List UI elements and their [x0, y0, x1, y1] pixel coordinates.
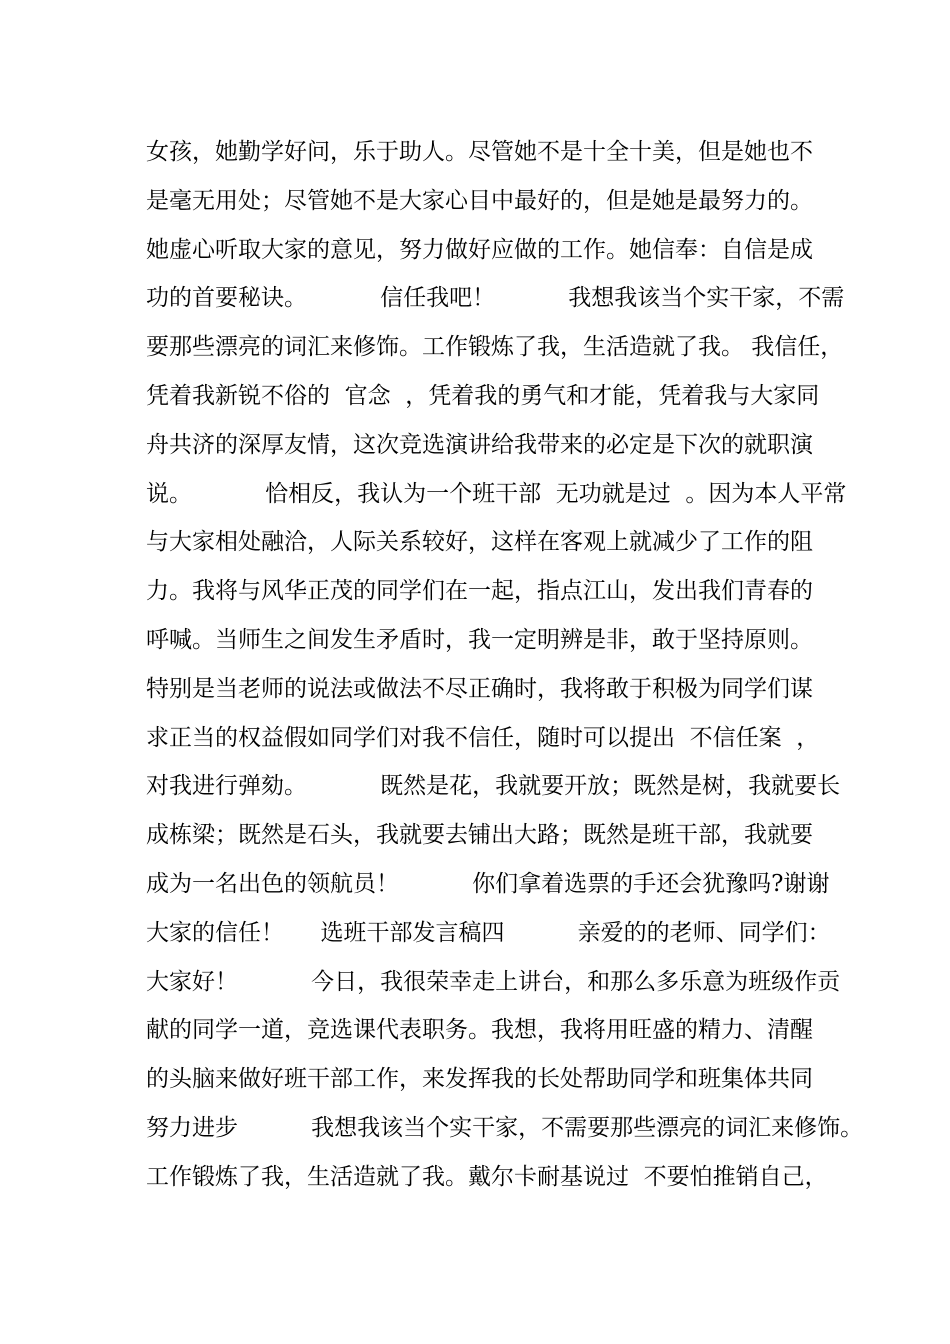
text-line: 特别是当老师的说法或做法不尽正确时，我将敢于积极为同学们谋 — [146, 675, 813, 702]
text-line: 呼喊。当师生之间发生矛盾时，我一定明辨是非，敢于坚持原则。 — [146, 626, 813, 653]
text-line: 对我进行弹劾。 既然是花，我就要开放；既然是树，我就要长 — [146, 773, 841, 800]
text-line: 是毫无用处；尽管她不是大家心目中最好的，但是她是最努力的。 — [146, 187, 813, 214]
text-line: 工作锻炼了我，生活造就了我。戴尔卡耐基说过 不要怕推销自己， — [146, 1163, 828, 1190]
text-line: 与大家相处融洽，人际关系较好，这样在客观上就减少了工作的阻 — [146, 529, 813, 556]
text-line: 说。 恰相反，我认为一个班干部 无功就是过 。因为本人平常 — [146, 480, 847, 507]
text-line: 她虚心听取大家的意见，努力做好应做的工作。她信奉：自信是成 — [146, 236, 813, 263]
text-line: 舟共济的深厚友情，这次竞选演讲给我带来的必定是下次的就职演 — [146, 431, 813, 458]
text-line: 的头脑来做好班干部工作，来发挥我的长处帮助同学和班集体共同 — [146, 1066, 813, 1093]
text-line: 大家的信任！ 选班干部发言稿四 亲爱的的老师、同学们： — [146, 919, 831, 946]
text-line: 成栋梁；既然是石头，我就要去铺出大路；既然是班干部，我就要 — [146, 822, 813, 849]
body-text — [146, 128, 864, 1202]
text-line: 求正当的权益假如同学们对我不信任，随时可以提出 不信任案 ， — [146, 724, 820, 751]
text-line: 要那些漂亮的词汇来修饰。工作锻炼了我，生活造就了我。 我信任， — [146, 334, 844, 361]
text-line: 功的首要秘诀。 信任我吧！ 我想我该当个实干家，不需 — [146, 285, 845, 312]
text-line: 成为一名出色的领航员！ 你们拿着选票的手还会犹豫吗?谢谢 — [146, 870, 830, 897]
text-line: 力。我将与风华正茂的同学们在一起，指点江山，发出我们青春的 — [146, 578, 813, 605]
text-line: 凭着我新锐不俗的 官念 ，凭着我的勇气和才能，凭着我与大家同 — [146, 382, 820, 409]
text-line: 努力进步 我想我该当个实干家，不需要那些漂亮的词汇来修饰。 — [146, 1114, 864, 1141]
text-line: 献的同学一道，竞选课代表职务。我想，我将用旺盛的精力、清醒 — [146, 1017, 813, 1044]
text-line: 大家好！ 今日，我很荣幸走上讲台，和那么多乐意为班级作贡 — [146, 968, 841, 995]
text-line: 女孩，她勤学好问，乐于助人。尽管她不是十全十美，但是她也不 — [146, 139, 813, 165]
